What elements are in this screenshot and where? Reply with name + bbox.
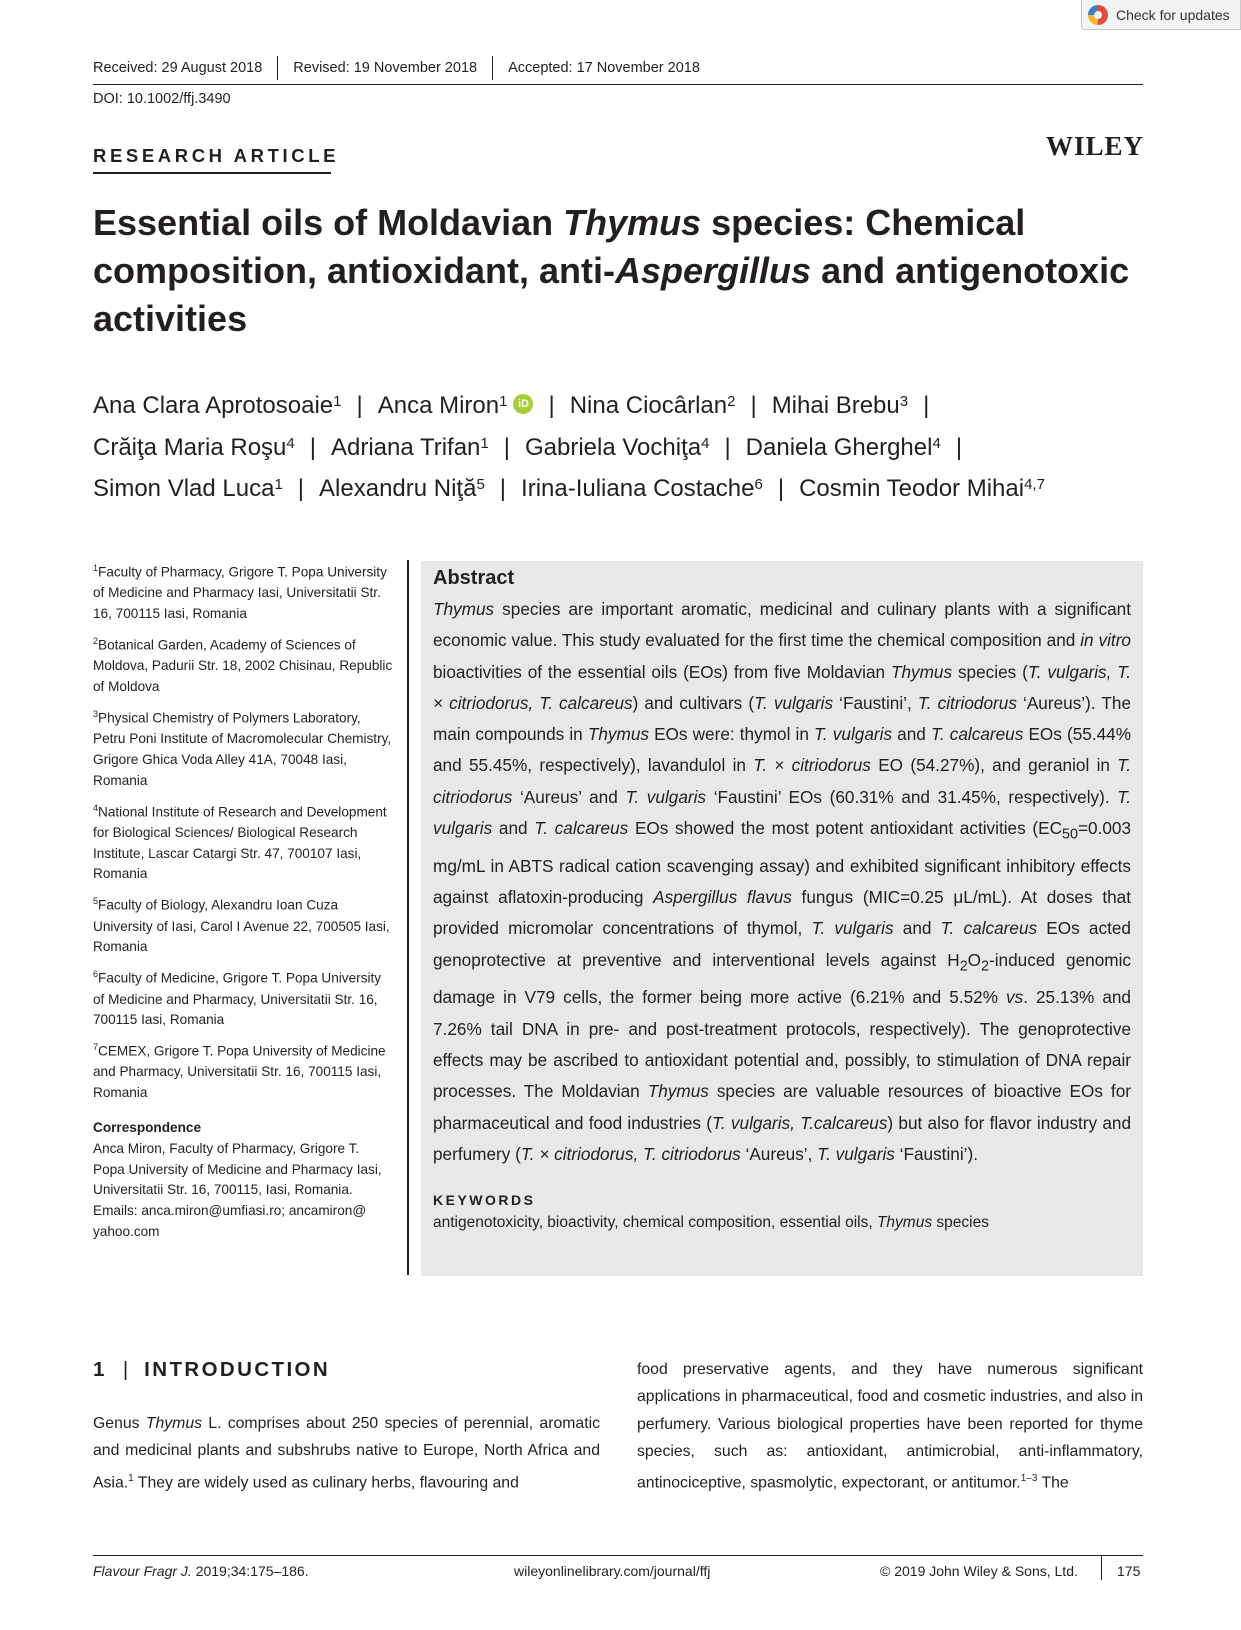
affiliation: $^6$Faculty of Medicine, Grigore T. Popa University of Medicine and Pharmacy, Universitatii Str. 16, 700115 Iasi, Romania bbox=[93, 969, 382, 1028]
column-divider bbox=[407, 560, 409, 1275]
footer-divider bbox=[1101, 1555, 1102, 1580]
author-name[interactable]: Nina Ciocârlan$^2$ bbox=[569, 392, 736, 419]
author-name[interactable]: Irina-Iuliana Costache$^6$ bbox=[521, 475, 763, 502]
publisher-logo: WILEY bbox=[1046, 131, 1145, 161]
intro-column-left: Genus Thymus L. comprises about 250 species of perennial, aromatic and medicinal plants and subshrubs native to Europe, North Africa and Asia.$^1$ They are widely used as culinary herbs, flavouring and bbox=[93, 1415, 600, 1491]
doi[interactable]: DOI: 10.1002/ffj.3490 bbox=[93, 91, 231, 107]
author-name[interactable]: Crăiţa Maria Roşu$^4$ bbox=[93, 433, 295, 461]
received-date: Received: 29 August 2018 bbox=[93, 60, 263, 76]
orcid-icon[interactable]: iD bbox=[513, 394, 533, 414]
section-heading-introduction: 1 | INTRODUCTION bbox=[93, 1358, 331, 1381]
affiliation: $^7$CEMEX, Grigore T. Popa University of Medicine and Pharmacy, Universitatii Str. 16, 700115 Iasi, Romania bbox=[93, 1042, 386, 1101]
revised-date: Revised: 19 November 2018 bbox=[293, 60, 478, 76]
page-number: 175 bbox=[1117, 1563, 1141, 1579]
keywords-text: antigenotoxicity, bioactivity, chemical composition, essential oils, Thymus species bbox=[433, 1214, 989, 1232]
accepted-date: Accepted: 17 November 2018 bbox=[508, 60, 700, 76]
author-name[interactable]: Alexandru Niţă$^5$ bbox=[319, 475, 485, 502]
abstract-heading: Abstract bbox=[433, 567, 515, 589]
footer-rule bbox=[93, 1555, 1143, 1556]
affiliation: $^2$Botanical Garden, Academy of Sciences of Moldova, Padurii Str. 18, 2002 Chisinau, Republic of Moldova bbox=[93, 635, 393, 695]
check-for-updates-label: Check for updates bbox=[1116, 6, 1230, 23]
affiliation: $^1$Faculty of Pharmacy, Grigore T. Popa University of Medicine and Pharmacy Iasi, Universitatii Str. 16, 700115 Iasi, Romania bbox=[93, 563, 387, 622]
affiliation: $^3$Physical Chemistry of Polymers Laboratory, Petru Poni Institute of Macromolecular Chemistry, Grigore Ghica Voda Alley 41A, 70048 Iasi, Romania bbox=[93, 708, 392, 788]
article-type-underline bbox=[93, 172, 331, 174]
affiliation: $^5$Faculty of Biology, Alexandru Ioan Cuza University of Iasi, Carol I Avenue 22, 700505 Iasi, Romania bbox=[93, 896, 390, 955]
intro-column-right: food preservative agents, and they have numerous significant applications in pharmaceutical, food and cosmetic industries, and also in perfumery. Various biological properties have been reported for thyme species, such as: antioxidant, antimicrobial, anti-inflammatory, antinociceptive, spasmolytic, expectorant, or antitumor.$^{1-3}$ The bbox=[637, 1361, 1143, 1492]
footer-copyright: © 2019 John Wiley & Sons, Ltd. bbox=[880, 1563, 1078, 1579]
abstract-box bbox=[421, 561, 1143, 1276]
abstract-text: Thymus species are important aromatic, medicinal and culinary plants with a significant economic value. This study evaluated for the first time the chemical composition and in vitro bioactivities of the essential oils (EOs) from five Moldavian Thymus species (T. vulgaris, T. × citriodorus, T. calcareus) and cultivars (T. vulgaris ‘Faustini’, T. citriodorus ‘Aureus’). The main compounds in Thymus EOs were: thymol in T. vulgaris and T. calcareus EOs (55.44% and 55.45%, respectively), lavandulol in T. × citriodorus EO (54.27%), and geraniol in T. citriodorus ‘Aureus’ and T. vulgaris ‘Faustini’ EOs (60.31% and 31.45%, respectively). T. vulgaris and T. calcareus EOs showed the most potent antioxidant activities ($EC_{50}=0.003$ mg/mL in ABTS radical cation scavenging assay) and exhibited significant inhibitory effects against aflatoxin-producing Aspergillus flavus fungus (MIC=0.25 μL/mL). At doses that provided micromolar concentrations of thymol, T. vulgaris and T. calcareus EOs acted genoprotective at preventive and interventional levels against $H_2O_2$-induced genomic damage in V79 cells, the former being more active (6.21% and 5.52% vs. 25.13% and 7.26% tail DNA in pre- and post-treatment protocols, respectively). The genoprotective effects may be ascribed to antioxidant potential and, possibly, to stimulation of DNA repair processes. The Moldavian Thymus species are valuable resources of bioactive EOs for pharmaceutical and food industries (T. vulgaris, T.calcareus) but also for flavor industry and perfumery (T. × citriodorus, T. citriodorus ‘Aureus’, T. vulgaris ‘Faustini’). bbox=[433, 599, 1132, 1164]
author-name[interactable]: Ana Clara Aprotosoaie$^1$ bbox=[93, 392, 342, 419]
correspondence-emails[interactable]: Emails: anca.miron@umfiasi.ro; ancamiron@ yahoo.com bbox=[93, 1203, 367, 1240]
author-list: Ana Clara Aprotosoaie$^1$ | Anca Miron$^1$ iD | Nina Ciocârlan$^2$ | Mihai Brebu$^3$ | Crăiţa Maria Roşu$^4$ | Adriana Trifan$^1$ | Gabriela Vochiţa$^4$ | Daniela Gherghel$^4$ | Simon Vlad Luca$^1$ | Alexandru Niţă$^5$ | Irina-Iuliana Costache$^6$ | Cosmin Teodor Mihai$^{4,7}$ bbox=[93, 392, 1045, 502]
crossmark-icon bbox=[1088, 5, 1108, 25]
author-name[interactable]: Gabriela Vochiţa$^4$ bbox=[524, 433, 710, 461]
author-name[interactable]: Anca Miron$^1$ bbox=[377, 392, 508, 419]
keywords-heading: KEYWORDS bbox=[433, 1192, 536, 1209]
author-name[interactable]: Daniela Gherghel$^4$ bbox=[745, 433, 941, 461]
article-dates bbox=[93, 60, 700, 84]
footer-citation: Flavour Fragr J. 2019;34:175–186. bbox=[93, 1563, 309, 1579]
author-name[interactable]: Mihai Brebu$^3$ bbox=[771, 392, 909, 419]
author-name[interactable]: Adriana Trifan$^1$ bbox=[330, 433, 489, 461]
footer-url[interactable]: wileyonlinelibrary.com/journal/ffj bbox=[514, 1563, 711, 1579]
header-rule bbox=[93, 84, 1143, 85]
article-type: RESEARCH ARTICLE bbox=[93, 145, 340, 166]
correspondence-heading: Correspondence bbox=[93, 1120, 202, 1136]
author-name[interactable]: Cosmin Teodor Mihai$^{4,7}$ bbox=[799, 475, 1045, 502]
check-for-updates-button[interactable] bbox=[1081, 0, 1241, 30]
affiliations bbox=[93, 558, 393, 1243]
affiliation: $^4$National Institute of Research and Development for Biological Sciences/ Biological Research Institute, Lascar Catargi Str. 47, 700107 Iasi, Romania bbox=[93, 802, 387, 882]
correspondence-text: Anca Miron, Faculty of Pharmacy, Grigore T. Popa University of Medicine and Pharmacy Iasi, Universitatii Str. 16, 700115, Iasi, Romania. bbox=[93, 1140, 382, 1198]
date-divider bbox=[492, 56, 493, 80]
date-divider bbox=[277, 56, 278, 80]
author-name[interactable]: Simon Vlad Luca$^1$ bbox=[93, 475, 283, 502]
article-title: Essential oils of Moldavian Thymus species: Chemical composition, antioxidant, anti-Aspergillus and antigenotoxic activities bbox=[93, 202, 1130, 339]
